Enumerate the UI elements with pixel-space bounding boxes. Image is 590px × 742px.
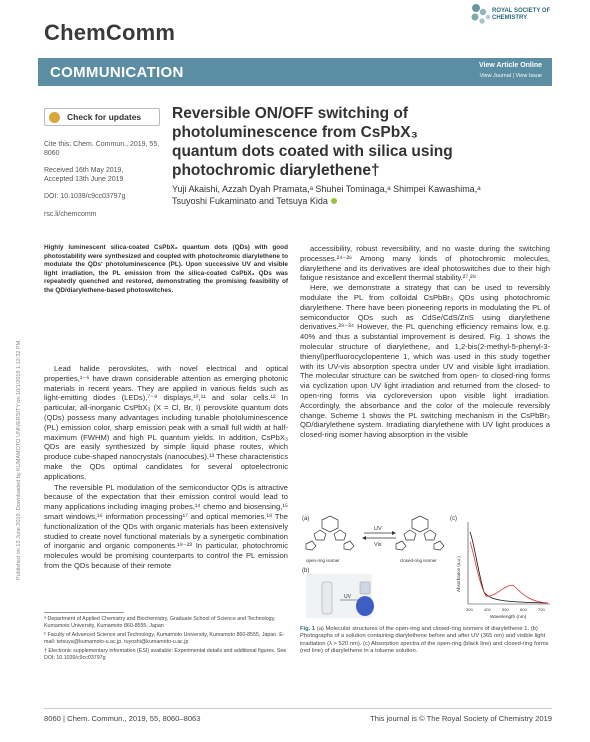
view-article-online-link[interactable]: View Article Online: [478, 62, 542, 69]
x-tick: 400: [484, 607, 491, 612]
panel-b-label: (b): [302, 568, 310, 574]
footnote: † Electronic supplementary information (ESI) available: Experimental details and additional figures. See DOI: 10.1039/c9cc03797g: [44, 648, 287, 661]
footer-copyright: This journal is © The Royal Society of Chemistry 2019: [370, 714, 552, 723]
chart-ylabel: Absorbance (a.u.): [456, 556, 461, 592]
figure-1: [300, 512, 552, 620]
figure-caption: [300, 626, 552, 656]
chart-xlabel: Wavelength (nm): [490, 615, 527, 620]
side-note: Published on 13 June 2019. Downloaded by KUMAMOTO UNIVERSITY on 10/1/2019 1:12:32 PM.: [16, 339, 22, 580]
vial-before-icon: [322, 582, 332, 614]
article-type-label: COMMUNICATION: [50, 64, 184, 81]
publisher-name: ROYAL SOCIETY OF CHEMISTRY: [492, 8, 551, 21]
open-ring-label: open-ring isomer: [306, 558, 340, 563]
panel-c-label: (c): [450, 516, 457, 522]
authors-line-1: Yuji Akaishi, Azzah Dyah Pramata,ᵃ Shuhei Tominaga,ᵃ Shimpei Kawashima,ᵃ: [172, 184, 481, 194]
closed-ring-label: closed-ring isomer: [400, 558, 437, 563]
updates-icon: [49, 112, 60, 123]
caption-label: Fig. 1: [300, 626, 316, 632]
abstract: Highly luminescent silica-coated CsPbX₃ quantum dots (QDs) with good photostability were synthesized and coupled with photochromic diarylethene to modulate the QDs' photoluminescence (PL). Upon successive UV and visible light irradiation, the PL emission from the silica-coated CsPbX₃ QDs was repeatedly quenched and restored, demonstrating the promising feasibility of the QD/diarylethene-based photoswitches.: [44, 244, 288, 294]
authors-line-2: Tsuyoshi Fukaminato and Tetsuya Kida: [172, 196, 328, 206]
body-right-column: [300, 244, 550, 440]
accepted-date: Accepted 13th June 2019: [44, 176, 124, 183]
paragraph: Here, we demonstrate a strategy that can be used to reversibly modulate the PL from colloidal CsPbBr₃ QDs using photochromic diarylethene. There have been pioneering reports in modulating the PL of semiconductor QDs such as CdSe/CdS/ZnS using diarylethene derivatives.²⁹⁻³⁴ However, the PL quenching efficiency remains low, e.g. 40% and thus a substantial improvement is desired. Fig. 1 shows the molecular structure of diarylethene, and 1,2-bis(2-methyl-5-phenyl-3-thienyl)perfluorocyclopentene 1, which was used in this study together with its UV-vis absorption spectra under UV and visible light irradiation. The molecular structure can be switched from open- to closed-ring forms via cyclization upon UV light irradiation and returned from the closed- to open-ring forms via cycloreversion upon visible light irradiation. Accordingly, the absorbance and the color of the molecule reversibly change. Scheme 1 shows the PL switching mechanism in the CsPbBr₃ QD/diarylethene system. Irradiating diarylethene with UV light produces a closed-ring isomer having absorption in the visible: [300, 283, 550, 440]
footer-divider: [44, 708, 552, 709]
footnote: ᵇ Faculty of Advanced Science and Technology, Kumamoto University, Kumamoto 860-8555, Japan. E-mail: tetsuya@kumamoto-u.ac.jp, tuyoshi@kumamoto-u.ac.jp: [44, 632, 285, 645]
absorption-chart: [456, 522, 550, 620]
paragraph: Lead halide perovskites, with novel electrical and optical properties,¹⁻⁶ have drawn considerable attention as emerging photonic materials in recent years. They are applied in various fields such as light-emitting diodes (LEDs),⁷⁻⁹ displays,¹⁰,¹¹ and solar cells.¹² In particular, all-inorganic CsPbX₃ (X = Cl, Br, I) perovskite quantum dots (QDs) possess many advantages including tunable photoluminescence (PL) emission color, sharp emission peak with a small full width at half-maximum (FWHM) and high PL quantum yields. In addition, CsPbX₃ QDs are easily synthesized by simple liquid phase routes, which produce cube-shaped nanocrystals (nanocubes).¹³ These characteristics make the QDs optimal candidates for several optoelectronic applications.: [44, 364, 288, 481]
x-tick: 700: [538, 607, 545, 612]
open-ring-spectrum: [470, 532, 548, 603]
citation: Cite this: Chem. Commun., 2019, 55, 8060: [44, 141, 160, 157]
journal-site-link[interactable]: rsc.li/chemcomm: [44, 211, 97, 218]
caption-text: (a) Molecular structures of the open-ring and closed-ring isomers of diarylethene 1. (b) Photographs of a solution containing diarylethene before and after UV (365 nm) and visible light irradiation (λ > 520 nm). (c) Absorption spectra of the open-ring (black line) and closed-ring forms (red line) of diarylethene in a toluene solution.: [300, 626, 549, 655]
reverse-arrowhead: [362, 536, 366, 540]
article-type-banner: [38, 58, 552, 86]
view-journal-issue-links[interactable]: View Journal | View Issue: [479, 73, 542, 79]
footnotes: [44, 616, 288, 664]
footnote-divider: [44, 612, 124, 613]
doi-link[interactable]: DOI: 10.1039/c9cc03797g: [44, 193, 126, 200]
closed-ring-spectrum: [470, 542, 548, 603]
check-for-updates-label: Check for updates: [67, 112, 142, 122]
author-list: [172, 183, 542, 207]
paragraph: The reversible PL modulation of the semiconductor QDs is attractive because of the expectation that their emission control would lead to many applications including imaging probes,¹⁴ chemo and biosensing,¹⁵ smart windows,¹⁶ information processing¹⁷ and optical memories.¹⁸ The functionalization of the QDs with organic materials has been extensively studied to create novel functional materials by a synergetic combination of inorganic and organic components.¹⁹⁻²³ In particular, photochromic molecules would be promising counterparts to control the PL emission from the QDs because of their remote: [44, 482, 288, 570]
vis-label: Vis: [374, 542, 382, 548]
body-left-column: [44, 364, 288, 572]
orcid-icon[interactable]: [331, 198, 337, 204]
paragraph: accessibility, robust reversibility, and no waste during the switching processes.²⁴⁻²⁶ Among many kinds of photochromic molecules, diarylethene and its derivatives are ideal photoswitches due to their high fatigue resistance and excellent thermal stability.²⁷,²⁸: [300, 244, 550, 283]
panel-a-label: (a): [302, 516, 310, 522]
article-title: Reversible ON/OFF switching of photoluminescence from CsPbX₃ quantum dots coated with silica using photochromic diarylethene†: [172, 105, 453, 179]
forward-arrowhead: [392, 531, 396, 535]
check-for-updates-button[interactable]: [44, 108, 160, 126]
closed-ring-structure-icon: [396, 516, 444, 550]
open-ring-structure-icon: [306, 516, 354, 550]
uv-label: UV: [374, 526, 382, 532]
received-date: Received 16th May 2019,: [44, 167, 124, 174]
x-tick: 500: [502, 607, 509, 612]
photo-uv-label: UV: [344, 594, 351, 600]
x-tick: 600: [520, 607, 527, 612]
footer-citation: 8060 | Chem. Commun., 2019, 55, 8060–8063: [44, 714, 201, 723]
x-tick: 300: [466, 607, 473, 612]
journal-title: ChemComm: [44, 20, 176, 45]
footnote: ᵃ Department of Applied Chemistry and Biochemistry, Graduate School of Science and Technology, Kumamoto University, Kumamoto 860-8555, Japan: [44, 616, 276, 629]
